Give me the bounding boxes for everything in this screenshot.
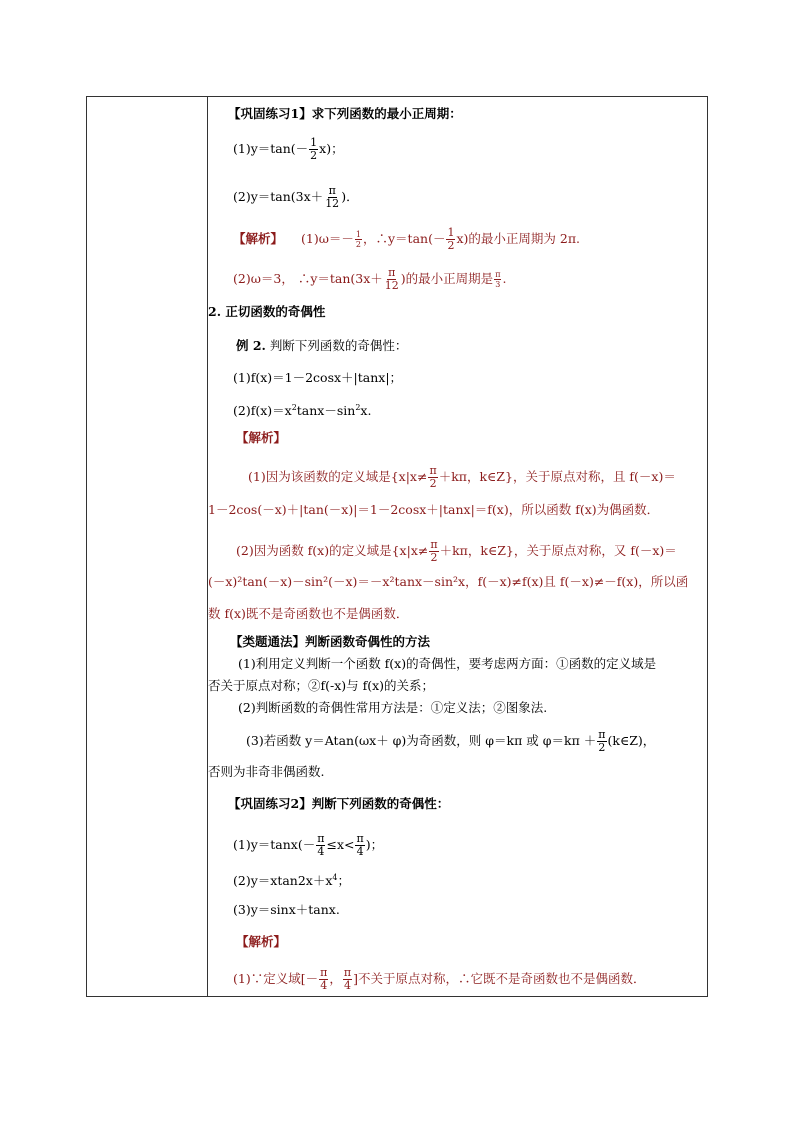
method-p3-den: 2 [598,741,606,754]
practice1-q2-den: 12 [325,197,340,210]
practice2-q1 [233,833,383,858]
practice1-analysis-label: 【解析】 [233,231,284,246]
practice1-a1-mid: ，∴y＝tan(－ [363,231,446,246]
practice1-a1-fraction2 [446,227,455,252]
section2-heading: 2. 正切函数的奇偶性 [208,304,326,319]
practice2-analysis-label: 【解析】 [236,934,287,949]
method-p3-num: π [598,728,606,741]
practice2-q1-post: )； [365,837,384,852]
practice1-q2 [233,185,359,210]
practice2-a1-num2: π [343,966,352,979]
practice2-a1-num: π [320,966,328,979]
practice2-q1-den: 4 [317,845,325,858]
practice1-a2-num: π [388,266,396,279]
practice2-title: 【巩固练习2】判断下列函数的奇偶性： [228,796,450,811]
example2-q2 [233,399,371,420]
example2-analysis-label: 【解析】 [236,430,287,445]
method-p3-post: (k∈Z)， [607,733,656,748]
example2-q1: (1)f(x)＝1－2cosx＋|tanx|； [233,370,403,385]
practice1-title: 【巩固练习1】求下列函数的最小正周期： [228,106,462,121]
method-title: 【类题通法】判断函数奇偶性的方法 [230,634,431,649]
example2-sol2-den: 2 [430,551,438,564]
example2-q2-sup2: 2 [355,403,361,412]
example2 [236,337,407,355]
practice1-q1-num: 1 [310,136,318,149]
practice1-q2-num: π [328,184,336,197]
practice1-answer2 [233,267,506,292]
method-p3-line2: 否则为非奇非偶函数. [208,764,325,779]
practice1-a2-den: 12 [384,279,399,292]
example2-sol1-post: ＋kπ，k∈Z}，关于原点对称，且 f(－x)＝ [438,469,676,484]
method-p3-fraction [597,729,606,754]
example2-sol2-post: ＋kπ，k∈Z}，关于原点对称，又 f(－x)＝ [439,543,677,558]
method-p1-line1: (1)利用定义判断一个函数 f(x)的奇偶性，要考虑两方面：①函数的定义域是 [238,656,657,671]
practice1-q2-fraction [324,185,340,210]
example2-sol2-line2: (－x)²tan(－x)－sin²(－x)＝－x²tanx－sin²x，f(－x)≠f(x)且 f(－x)≠－f(x)，所以函 [208,574,689,589]
practice1-a1-post: x)的最小正周期为 2π. [456,231,581,246]
example2-label: 例 2. [236,338,266,353]
practice1-answer1 [233,227,580,252]
practice1-q2-post: )． [341,189,359,204]
practice1-q1 [233,137,344,162]
example2-sol2-fraction [429,539,438,564]
practice2-a1-den2: 4 [343,979,351,992]
example2-sol1-pre: (1)因为该函数的定义域是{x|x≠ [248,469,428,484]
practice1-q1-pre: (1)y＝tan(－ [233,141,309,156]
practice1-a1-den2: 2 [447,239,455,252]
practice1-a1-num: 1 [355,230,361,239]
method-p1-line2: 否关于原点对称；②f(-x)与 f(x)的关系； [208,678,435,693]
practice2-q2-pre: (2)y＝xtan2x＋x [233,873,333,889]
practice1-q1-den: 2 [310,149,318,162]
practice1-a2-fraction [384,267,400,292]
practice2-answer1 [233,967,645,992]
practice1-a2-post: . [502,271,507,286]
example2-sol1-fraction [428,465,437,490]
example2-sol2-line1 [236,539,677,564]
practice2-q2-sup: 4 [332,873,338,882]
practice2-q1-mid: ≤x< [326,837,355,852]
practice1-a2-den2: 3 [495,280,501,289]
practice1-a2-fraction2 [494,270,501,289]
practice1-a2-pre: (2)ω＝3， ∴y＝tan(3x＋ [233,271,383,286]
example2-sol1-line2: 1－2cos(－x)＋|tan(－x)|＝1－2cosx＋|tanx|＝f(x)，所以函数 f(x)为偶函数． [208,502,660,517]
example2-sol2-line3: 数 f(x)既不是奇函数也不是偶函数． [208,606,409,621]
practice2-a1-fraction2 [343,967,352,992]
method-p3-line1 [246,729,655,754]
practice1-q1-post: x)； [319,141,344,156]
practice2-q1-fraction2 [355,833,364,858]
practice1-a2-num2: π [495,270,501,279]
practice1-a1-pre: (1)ω＝－ [301,231,354,246]
practice2-q1-fraction [316,833,325,858]
practice2-a1-mid: ， [329,971,342,986]
practice2-a1-den: 4 [320,979,328,992]
content-table [86,96,708,997]
practice2-a1-fraction [319,967,328,992]
method-p3-pre: (3)若函数 y＝Atan(ωx＋ φ)为奇函数，则 φ＝kπ 或 φ＝kπ ＋ [246,733,597,748]
practice2-q3: (3)y＝sinx＋tanx. [233,902,340,917]
practice1-q2-pre: (2)y＝tan(3x＋ [233,189,324,204]
practice2-q1-den2: 4 [356,845,364,858]
example2-sol1-num: π [429,464,437,477]
practice1-a1-fraction [355,230,362,249]
content-cell [208,97,707,996]
practice2-a1-post: ]不关于原点对称，∴它既不是奇函数也不是偶函数． [353,971,646,986]
practice1-a1-num2: 1 [447,226,455,239]
practice2-q2 [233,869,350,890]
example2-sol1-line1 [248,465,676,490]
practice1-q1-fraction [309,137,318,162]
practice2-q1-pre: (1)y＝tanx(－ [233,837,316,852]
example2-q2-post: x. [360,403,372,419]
example2-sol2-num: π [430,538,438,551]
practice2-q1-num2: π [356,832,364,845]
practice1-a1-den: 2 [355,240,361,249]
example2-q2-sup1: 2 [291,403,297,412]
example2-sol2-pre: (2)因为函数 f(x)的定义域是{x|x≠ [236,543,429,558]
method-p2: (2)判断函数的奇偶性常用方法是：①定义法；②图象法. [238,700,548,715]
example2-q2-mid: tanx－sin [296,403,356,419]
practice2-q2-post: ； [337,873,351,889]
example2-q2-pre: (2)f(x)＝x [233,403,292,419]
practice2-a1-pre: (1)∵定义域[－ [233,971,319,986]
practice1-a2-mid: )的最小正周期是 [400,271,494,286]
practice2-q1-num: π [317,832,325,845]
example2-sol1-den: 2 [429,477,437,490]
example2-text: 判断下列函数的奇偶性： [265,338,408,353]
